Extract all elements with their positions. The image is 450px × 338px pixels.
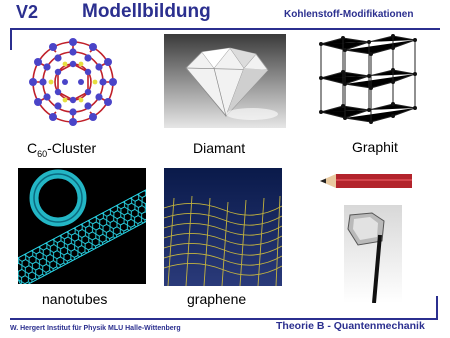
label-graphit: Graphit <box>352 139 398 155</box>
label-diamant: Diamant <box>193 140 246 156</box>
label-c60-cluster: $C_{60}$-Cluster <box>27 140 97 159</box>
graphene-image <box>164 168 282 286</box>
graphite-lattice-image <box>313 30 423 126</box>
footer-course: Theorie B - Quantenmechanik <box>276 320 425 332</box>
golf-club-image <box>344 205 402 303</box>
label-nanotubes: nanotubes <box>42 291 108 307</box>
nanotube-image <box>18 168 146 284</box>
pencil-image <box>318 170 414 192</box>
slide-subtitle: Kohlenstoff-Modifikationen <box>284 9 414 20</box>
frame-left-bar <box>10 28 12 50</box>
frame-right-bar <box>436 296 438 318</box>
slide-title: Modellbildung <box>82 1 211 22</box>
diamond-image <box>164 34 286 128</box>
c60-fullerene-image <box>18 34 128 130</box>
slide-number: V2 <box>16 2 39 22</box>
label-graphene: graphene <box>187 291 247 307</box>
footer-institution: W. Hergert Institut für Physik MLU Halle-Wittenberg <box>10 325 181 332</box>
